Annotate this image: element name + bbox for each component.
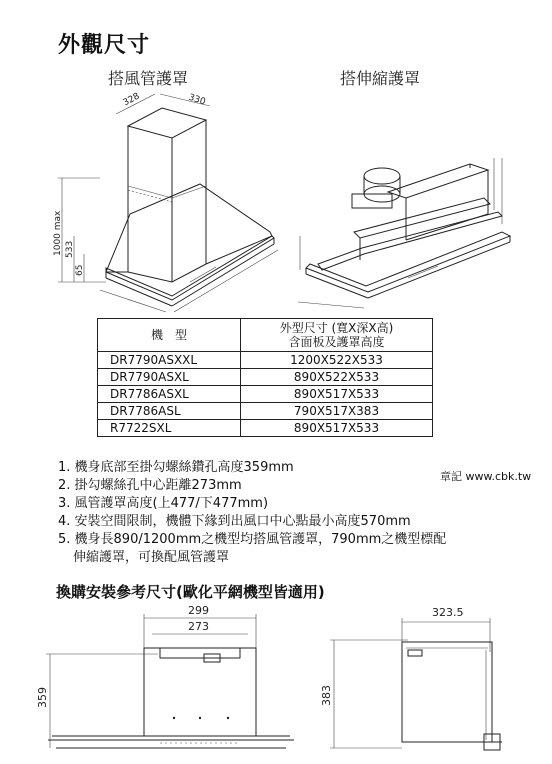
table-row bbox=[98, 420, 433, 437]
dim-323-5: 323.5 bbox=[432, 606, 464, 619]
size-cell: 890X517X533 bbox=[241, 420, 433, 437]
dim-359: 359 bbox=[36, 687, 49, 708]
dim-273: 273 bbox=[188, 620, 209, 633]
note-item: 伸縮護罩，可換配風管護罩 bbox=[73, 550, 230, 565]
install-front-drawing bbox=[28, 600, 318, 760]
spec-table-header bbox=[98, 319, 433, 352]
table-row bbox=[98, 369, 433, 386]
note-item: 2. 掛勾螺絲孔中心距離273mm bbox=[58, 478, 242, 493]
dim-330: 330 bbox=[187, 92, 207, 108]
model-cell: DR7790ASXXL bbox=[98, 352, 241, 369]
table-row bbox=[98, 352, 433, 369]
note-item: 3. 風管護罩高度(上477/下477mm) bbox=[58, 496, 269, 511]
size-cell: 1200X522X533 bbox=[241, 352, 433, 369]
dim-533: 533 bbox=[65, 240, 75, 258]
size-cell: 890X517X533 bbox=[241, 386, 433, 403]
install-side-drawing bbox=[312, 600, 512, 760]
model-cell: DR7786ASL bbox=[98, 403, 241, 420]
note-item: 4. 安裝空間限制，機體下緣到出風口中心點最小高度570mm bbox=[58, 514, 411, 529]
note-item: 5. 機身長890/1200mm之機型均搭風管護罩，790mm之機型標配 bbox=[58, 532, 447, 547]
note-item: 1. 機身底部至掛勾螺絲鑽孔高度359mm bbox=[58, 460, 294, 475]
dim-383: 383 bbox=[320, 685, 333, 706]
dim-1000-max: 1000 max bbox=[53, 210, 63, 256]
model-cell: DR7790ASXL bbox=[98, 369, 241, 386]
header-size-line2: 含面板及護罩高度 bbox=[288, 335, 385, 349]
spec-table bbox=[97, 318, 433, 437]
table-row bbox=[98, 403, 433, 420]
size-cell: 890X522X533 bbox=[241, 369, 433, 386]
header-size-line1: 外型尺寸 (寬X深X高) bbox=[279, 321, 394, 335]
duct-cover-caption: 搭風管護罩 bbox=[108, 69, 189, 88]
page-title: 外觀尺寸 bbox=[58, 33, 151, 58]
size-cell: 790X517X383 bbox=[241, 403, 433, 420]
header-size bbox=[241, 319, 433, 352]
model-cell: R7722SXL bbox=[98, 420, 241, 437]
dim-299: 299 bbox=[188, 604, 209, 617]
table-row bbox=[98, 386, 433, 403]
telescopic-hood-drawing bbox=[288, 140, 528, 310]
duct-hood-drawing bbox=[40, 86, 290, 316]
model-cell: DR7786ASXL bbox=[98, 386, 241, 403]
telescopic-cover-caption: 搭伸縮護罩 bbox=[340, 69, 421, 88]
header-model: 機 型 bbox=[98, 319, 241, 352]
dim-65: 65 bbox=[75, 264, 85, 276]
dim-328: 328 bbox=[121, 91, 142, 109]
install-section-title: 換購安裝參考尺寸(歐化平網機型皆適用) bbox=[56, 583, 325, 601]
source-credit: 章記 www.cbk.tw bbox=[440, 470, 532, 483]
